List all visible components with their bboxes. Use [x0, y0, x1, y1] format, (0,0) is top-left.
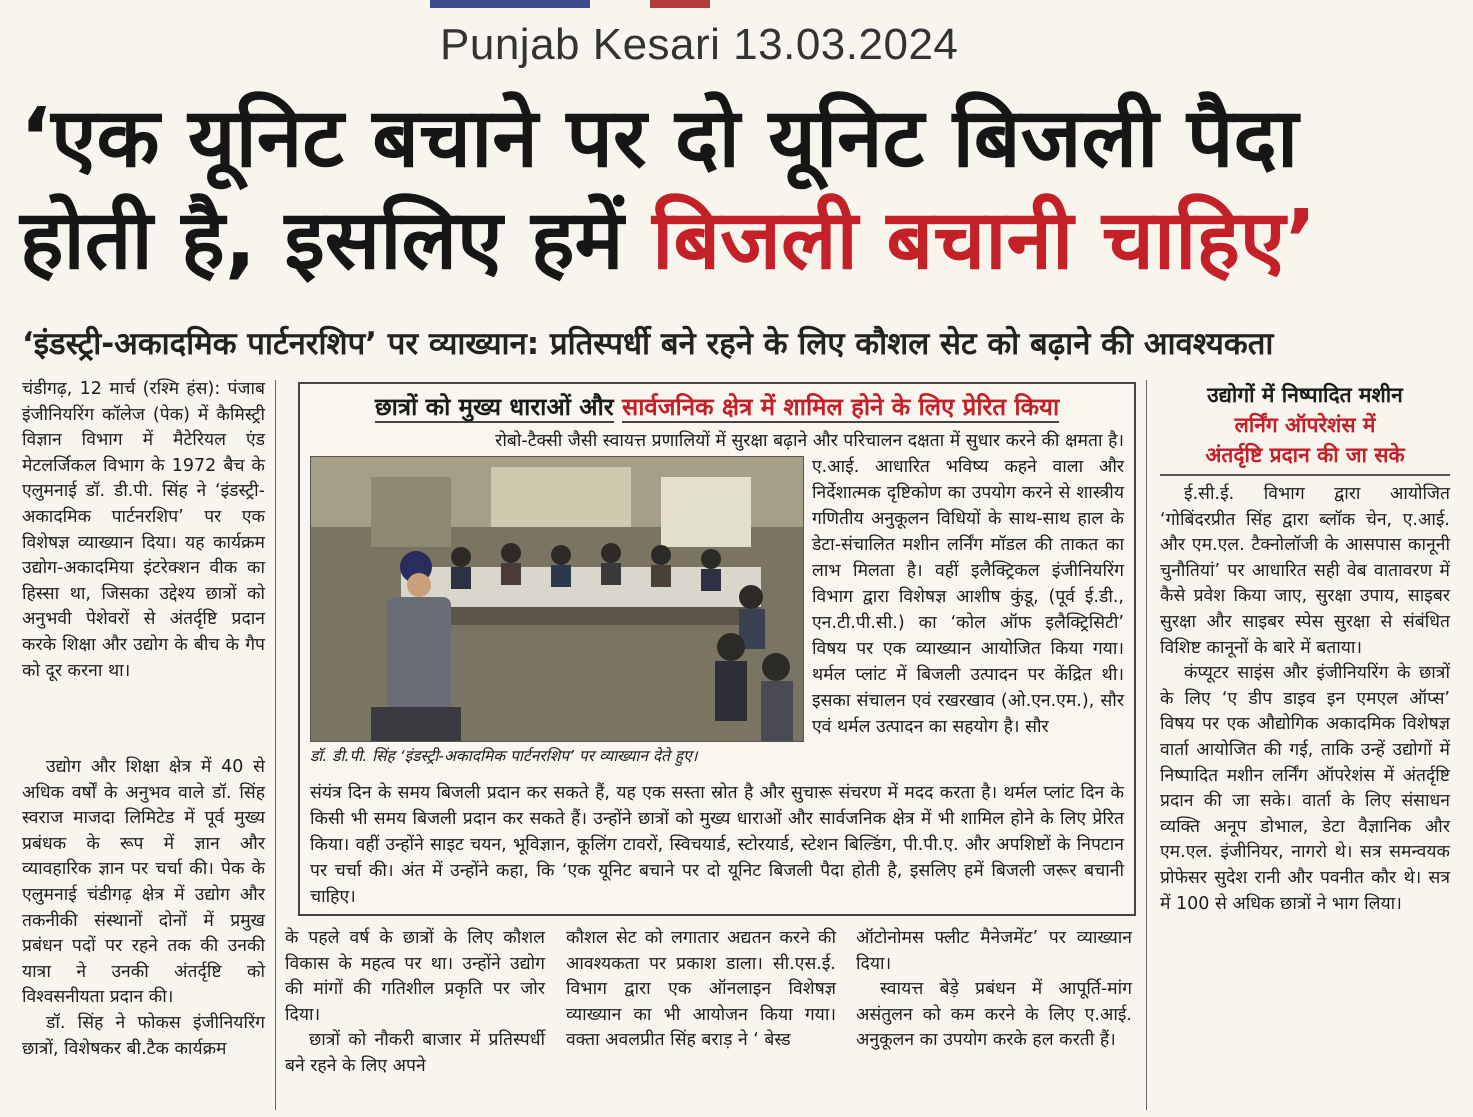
- lower-column-a: [285, 926, 545, 1080]
- right-para-2: कंप्यूटर साइंस और इंजीनियरिंग के छात्रों के लिए ‘ए डीप डाइव इन एमएल ऑप्स’ विषय पर एक औद्योगिक अकादमिक विशेषज्ञ वार्ता आयोजित की गई, ताकि उन्हें उद्योगों में निष्पादित मशीन लर्निंग ऑपरेशंस में अंतर्दृष्टि प्रदान की जा सके। वार्ता के लिए संसाधन व्यक्ति अनूप डोभाल, डेटा वैज्ञानिक और एम.एल. इंजीनियर, नागरो थे। सत्र समन्वयक प्रोफेसर सुदेश रानी और पवनीत कौर थे। सत्र में 100 से अधिक छात्रों ने भाग लिया।: [1160, 663, 1450, 914]
- box-title-black: छात्रों को मुख्य धाराओं और: [374, 393, 614, 421]
- col1-para-1: चंडीगढ़, 12 मार्च (रश्मि हंस): पंजाब इंजीनियरिंग कॉलेज (पेक) में कैमिस्ट्री विज्ञान विभाग में मैटेरियल एंड मेटलर्जिकल विभाग के 1972 बैच के एलुमनाई डॉ. डी.पी. सिंह ने ‘इंडस्ट्री-अकादमिक पार्टनरशिप’ पर एक विशेषज्ञ व्याख्यान दिया। यह कार्यक्रम उद्योग-अकादमिया इंटरेक्शन वीक का हिस्सा था, जिसका उद्देश्य छात्रों को अनुभवी पेशेवरों से अंतर्दृष्टि प्रदान करके शिक्षा और उद्योग के बीच के गैप को दूर करना था।: [22, 379, 265, 681]
- feature-box: [298, 382, 1136, 916]
- lower-c-para-2: स्वायत्त बेड़े प्रबंधन में आपूर्ति-मांग असंतुलन को कम करने के लिए ए.आई. अनुकूलन का उपयोग करके हल करती हैं।: [856, 979, 1132, 1051]
- headline-line-1: ‘एक यूनिट बचाने पर दो यूनिट बिजली पैदा: [20, 91, 1299, 186]
- right-body: [1160, 482, 1450, 917]
- right-subhead: [1160, 380, 1450, 476]
- headline-black-part: होती है, इसलिए हमें: [20, 193, 624, 288]
- box-title-red: सार्वजनिक क्षेत्र में शामिल होने के लिए प्रेरित किया: [621, 393, 1060, 421]
- deck-subheadline: ‘इंडस्ट्री-अकादमिक पार्टनरशिप’ पर व्याख्यान: प्रतिस्पर्धी बने रहने के लिए कौशल सेट को बढ़ाने की आवश्यकता: [22, 326, 1274, 362]
- column-divider: [1146, 380, 1147, 1110]
- box-subline: रोबो-टैक्सी जैसी स्वायत्त प्रणालियों में सुरक्षा बढ़ाने और परिचालन दक्षता में सुधार करने की क्षमता है।: [495, 431, 1124, 451]
- box-bottom-text: संयंत्र दिन के समय बिजली प्रदान कर सकते हैं, यह एक सस्ता स्रोत है और सुचारू संचरण में मदद करता है। थर्मल प्लांट दिन के किसी भी समय बिजली प्रदान कर सकते हैं। उन्होंने छात्रों को मुख्य धाराओं और सार्वजनिक क्षेत्र में भी शामिल होने के लिए प्रेरित किया। वहीं उन्होंने साइट चयन, भूविज्ञान, कूलिंग टावरों, स्विचयार्ड, स्टोरयार्ड, स्टेशन बिल्डिंग, पी.पी.ए. और अपशिष्टों के निपटान पर चर्चा की। अंत में उन्होंने कहा, कि ‘एक यूनिट बचाने पर दो यूनिट बिजली पैदा होती है, इसलिए हमें बिजली जरूर बचानी चाहिए।: [310, 783, 1124, 907]
- source-label: Punjab Kesari 13.03.2024: [440, 20, 959, 69]
- right-column: [1160, 380, 1450, 917]
- column-1-top: [22, 377, 265, 684]
- box-title: [310, 390, 1124, 423]
- column-1-bottom: [22, 755, 265, 1062]
- lecture-photo: [310, 456, 804, 742]
- box-right-text: ए.आई. आधारित भविष्य कहने वाला और निर्देशात्मक दृष्टिकोण का उपयोग करने से शास्त्रीय गणितीय अनुकूलन विधियों के साथ-साथ हाल के डेटा-संचालित मशीन लर्निंग मॉडल की ताकत का लाभ मिलता है। वहीं इलैक्ट्रिकल इंजीनियरिंग विभाग द्वारा विशेषज्ञ आशीष कुंडू, (पूर्व ई.डी., एन.टी.पी.सी.) का ‘कोल ऑफ इलैक्ट्रिसिटी’ विषय पर एक व्याख्यान आयोजित किया गया। थर्मल प्लांट में बिजली उत्पादन पर केंद्रित थी। इसका संचालन एवं रखरखाव (ओ.एन.एम.), सौर एवं थर्मल उत्पादन का सहयोग है। सौर: [812, 457, 1124, 737]
- right-subhead-line-2: लर्निंग ऑपरेशंस में: [1234, 413, 1376, 437]
- headline-line-2: [20, 193, 1460, 288]
- lower-a-para-1: के पहले वर्ष के छात्रों के लिए कौशल विकास के महत्व पर था। उन्होंने उद्योग की मांगों की गतिशील प्रकृति पर जोर दिया।: [285, 928, 545, 1025]
- lower-column-c: [856, 926, 1132, 1054]
- right-subhead-line-1: उद्योगों में निष्पादित मशीन: [1207, 383, 1403, 407]
- lower-column-b: [566, 926, 836, 1054]
- headline-red-part: बिजली बचानी चाहिए’: [652, 193, 1317, 288]
- right-para-1: ई.सी.ई. विभाग द्वारा आयोजित ‘गोबिंदरप्रीत सिंह द्वारा ब्लॉक चेन, ए.आई. और एम.एल. टैक्नोलॉजी के आसपास कानूनी चुनौतियां’ पर आधारित सही वेब वातावरण में कैसे प्रवेश किया जाए, सुरक्षा उपाय, साइबर सुरक्षा और साइबर स्पेस सुरक्षा से संबंधित विशिष्ट कानूनों के बारे में बताया।: [1160, 484, 1450, 658]
- lower-a-para-2: छात्रों को नौकरी बाजार में प्रतिस्पर्धी बने रहने के लिए अपने: [285, 1030, 545, 1076]
- right-subhead-line-3: अंतर्दृष्टि प्रदान की जा सके: [1205, 443, 1405, 467]
- column-divider: [275, 380, 276, 1110]
- photo-caption: डॉ. डी.पी. सिंह ‘इंडस्ट्री-अकादमिक पार्टनरशिप’ पर व्याख्यान देते हुए।: [310, 747, 698, 765]
- lower-c-para-1: ऑटोनोमस फ्लीट मैनेजमेंट’ पर व्याख्यान दिया।: [856, 928, 1132, 974]
- col1-para-2: उद्योग और शिक्षा क्षेत्र में 40 से अधिक वर्षों के अनुभव वाले डॉ. सिंह स्वराज माजदा लिमिटेड में पूर्व मुख्य प्रबंधक के रूप में ज्ञान और व्यावहारिक ज्ञान पर चर्चा की। पेक के एलुमनाई चंडीगढ़ क्षेत्र में उद्योग और तकनीकी संस्थानों दोनों में प्रमुख प्रबंधन पदों पर रहने तक की उनकी यात्रा ने उनकी अंतर्दृष्टि को विश्वसनीयता प्रदान की।: [22, 757, 265, 1008]
- lower-b-para: कौशल सेट को लगातार अद्यतन करने की आवश्यकता पर प्रकाश डाला। सी.एस.ई. विभाग द्वारा एक ऑनलाइन विशेषज्ञ व्याख्यान का भी आयोजन किया गया। वक्ता अवलप्रीत सिंह बराड़ ने ‘ बेस्ड: [566, 928, 836, 1051]
- masthead-strip: [430, 0, 830, 8]
- col1-para-3: डॉ. सिंह ने फोकस इंजीनियरिंग छात्रों, विशेषकर बी.टैक कार्यक्रम: [22, 1012, 265, 1059]
